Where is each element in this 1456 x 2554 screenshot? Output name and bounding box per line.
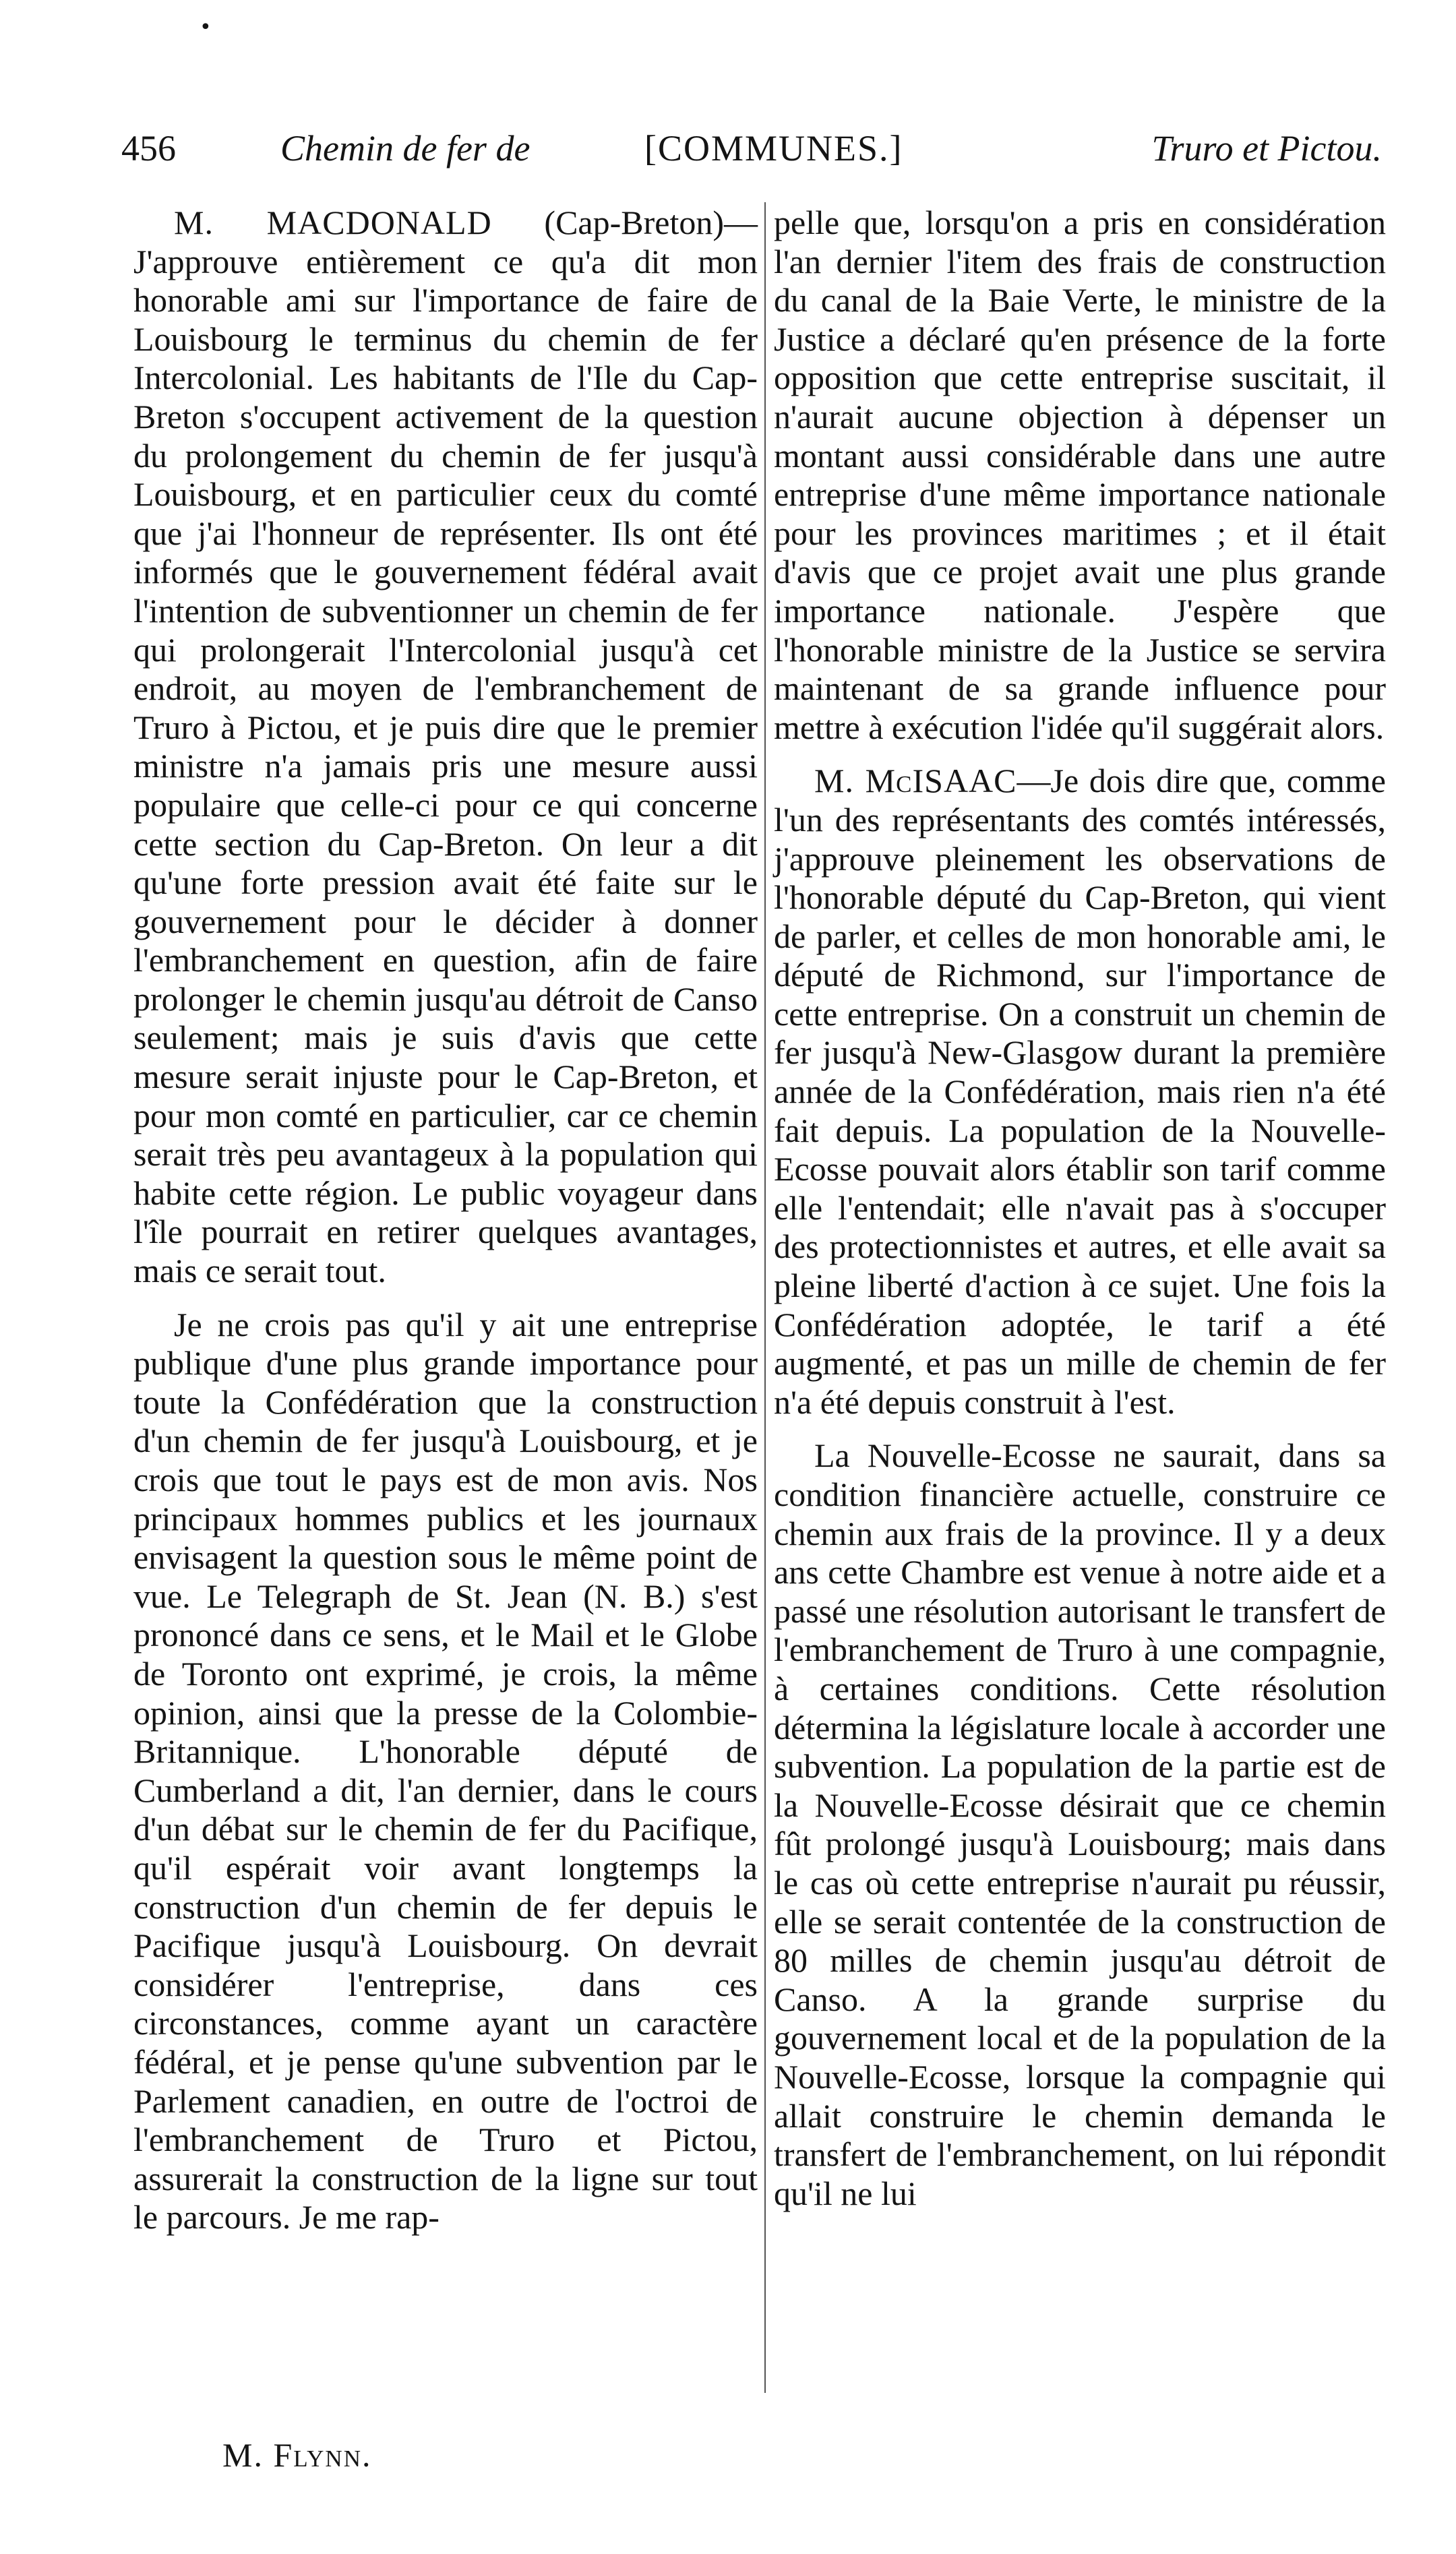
paragraph (774, 1436, 1386, 2213)
paragraph-text: pelle que, lorsqu'on a pris en considération l'an dernier l'item des frais de construction du canal de la Baie Verte, le ministre de la Justice a déclaré qu'en présence de la forte opposition que cette entreprise suscitait, il n'aurait aucune objection à dépenser un montant aussi considérable dans une autre entreprise d'une même importance nationale pour les provinces maritimes ; et il était d'avis que ce projet avait une plus grande importance nationale. J'espère que l'honorable ministre de la Justice se servira maintenant de sa grande influence pour mettre à exécution l'idée qu'il suggérait alors. (774, 204, 1386, 746)
paragraph (774, 762, 1386, 1422)
next-speaker: M. Flynn. (222, 2436, 372, 2474)
paragraph-text: (Cap-Breton)— J'approuve entièrement ce qu'a dit mon honorable ami sur l'importance de faire de Louisbourg le terminus du chemin de fer Intercolonial. Les habitants de l'Ile du Cap-Breton s'occupent activement de la question du prolongement du chemin de fer jusqu'à Louisbourg, et en particulier ceux du comté que j'ai l'honneur de représenter. Ils ont été informés que le gouvernement fédéral avait l'intention de subventionner un chemin de fer qui prolongerait l'Intercolonial jusqu'à cet endroit, au moyen de l'embranchement de Truro à Pictou, et je puis dire que le premier ministre n'a jamais pris une mesure aussi populaire que celle-ci pour ce qui concerne cette section du Cap-Breton. On leur a dit qu'une forte pression avait été faite sur le gouvernement pour le décider à donner l'embranchement en question, afin de faire prolonger le chemin jusqu'au détroit de Canso seulement; mais je suis d'avis que cette mesure serait injuste pour le Cap-Breton, et pour mon comté en particulier, car ce chemin serait très peu avantageux à la population qui habite cette région. Le public voyageur dans l'île pourrait en retirer quelques avantages, mais ce serait tout. (133, 204, 758, 1290)
page-header (121, 121, 1382, 175)
paragraph-text: Je ne crois pas qu'il y ait une entreprise publique d'une plus grande importance pour toute la Confédération que la construction d'un chemin de fer jusqu'à Louisbourg, et je crois que tout le pays est de mon avis. Nos principaux hommes publics et les journaux envisagent la question sous le même point de vue. Le Telegraph de St. Jean (N. B.) s'est prononcé dans ce sens, et le Mail et le Globe de Toronto ont exprimé, je crois, la même opinion, ainsi que la presse de la Colombie-Britannique. L'honorable député de Cumberland a dit, l'an dernier, dans le cours d'un débat sur le chemin de fer du Pacifique, qu'il espérait voir avant longtemps la construction d'un chemin de fer depuis le Pacifique jusqu'à Louisbourg. On devrait considérer l'entreprise, dans ces circonstances, comme ayant un caractère fédéral, et je pense qu'une subvention par le Parlement canadien, en outre de l'octroi de l'embranchement de Truro et Pictou, assurerait la construction de la ligne sur tout le parcours. Je me rap- (133, 1305, 758, 2237)
paragraph (774, 204, 1386, 747)
left-column (133, 204, 758, 2237)
column-divider (764, 202, 766, 2393)
paragraph-text: La Nouvelle-Ecosse ne saurait, dans sa condition financière actuelle, construire ce chemin aux frais de la province. Il y a deux ans cette Chambre est venue à notre aide et a passé une résolution autorisant le transfert de l'embranchement de Truro à une compagnie, à certaines conditions. Cette résolution détermina la législature locale à accorder une subvention. La population de la partie est de la Nouvelle-Ecosse désirait que ce chemin fût prolongé jusqu'à Louisbourg; mais dans le cas où cette entreprise n'aurait pu réussir, elle se serait contentée de la construction de 80 milles de chemin jusqu'au détroit de Canso. A la grande surprise du gouvernement local et de la population de la Nouvelle-Ecosse, lorsque la compagnie qui allait construire le chemin demanda le transfert de l'embranchement, on lui répondit qu'il ne lui (774, 1436, 1386, 2212)
paragraph (133, 204, 758, 1291)
paragraph-text: —Je dois dire que, comme l'un des représentants des comtés intéressés, j'approuve pleinement les observations de l'honorable député du Cap-Breton, qui vient de parler, et celles de mon honorable ami, le député de Richmond, sur l'importance de cette entreprise. On a construit un chemin de fer jusqu'à New-Glasgow durant la première année de la Confédération, mais rien n'a été fait depuis. La population de la Nouvelle-Ecosse pouvait alors établir son tarif comme elle l'entendait; elle n'avait pas à s'occuper des protectionnistes et autres, et elle avait sa pleine liberté d'action à ce sujet. Une fois la Confédération adoptée, le tarif a été augmenté, et pas un mille de chemin de fer n'a été depuis construit à l'est. (774, 762, 1386, 1421)
paragraph (133, 1306, 758, 2237)
right-column (774, 204, 1386, 2213)
running-title-center: [COMMUNES.] (644, 128, 903, 169)
running-title-right: Truro et Pictou. (1151, 128, 1382, 169)
speaker-name: M. MACDONALD (174, 204, 492, 241)
running-title-left: Chemin de fer de (280, 128, 530, 169)
page-mark: • (200, 16, 212, 39)
speaker-name: M. McISAAC (814, 762, 1017, 800)
page-number: 456 (121, 128, 176, 169)
